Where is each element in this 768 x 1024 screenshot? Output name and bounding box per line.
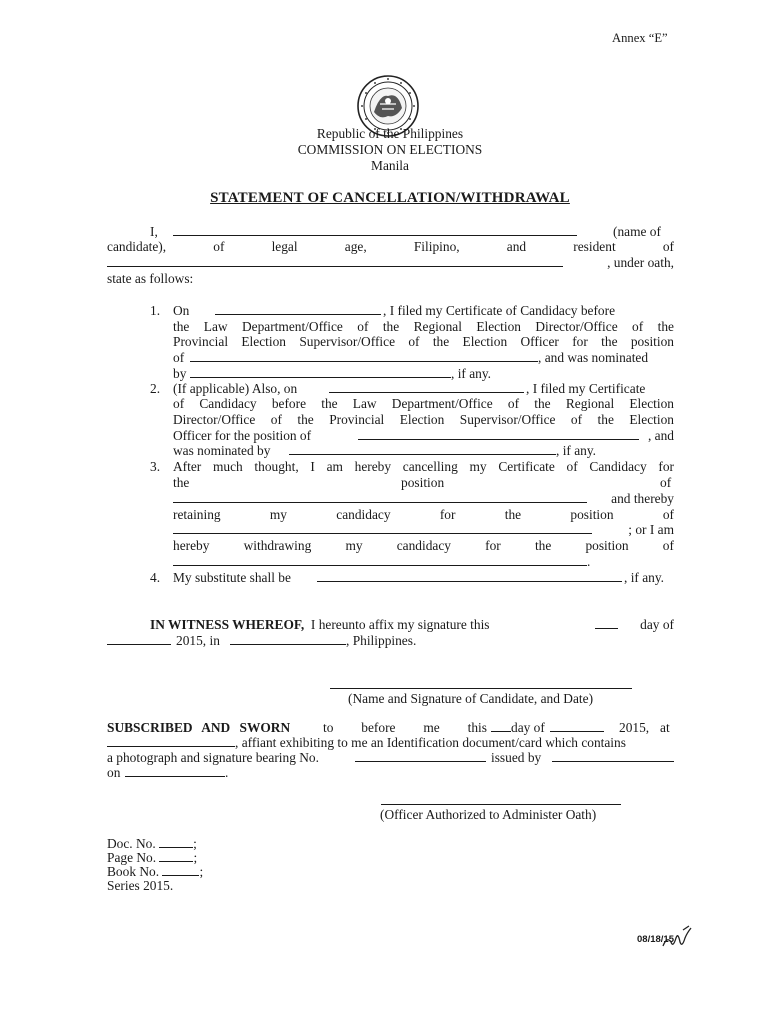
initials-signature-icon — [661, 924, 695, 950]
item3-of: of — [660, 475, 672, 490]
intro-i: I, — [150, 224, 158, 239]
series: Series 2015. — [107, 878, 174, 893]
item1-on: On — [173, 303, 190, 318]
item3-or-i-am: ; or I am — [628, 522, 674, 537]
subscribed-day-line[interactable] — [491, 720, 511, 732]
item3-line1: After much thought, I am hereby cancelling my Certificate of Candidacy for — [173, 459, 674, 474]
subscribed-month-line[interactable] — [550, 720, 604, 732]
second-position-line[interactable] — [358, 428, 639, 440]
intro-row2: candidate), of legal age, Filipino, and resident of — [107, 239, 674, 254]
page-no: Page No. ; — [107, 850, 198, 865]
witness-place-line[interactable] — [230, 633, 346, 645]
item2-line3: Director/Office of the Provincial Election Supervisor/Office of the Election — [173, 412, 674, 427]
item3-retaining: retaining my candidacy for the position of — [173, 507, 674, 522]
item3-and-thereby: and thereby — [611, 491, 674, 506]
subscribed-on: on — [107, 765, 121, 780]
witness-month-line[interactable] — [107, 633, 171, 645]
subscribed-period: . — [225, 765, 229, 780]
item1-of: of — [173, 350, 185, 365]
cancel-position-line[interactable] — [173, 491, 587, 503]
item2-line2: of Candidacy before the Law Department/Office of the Regional Election — [173, 396, 674, 411]
doc-no-line[interactable] — [159, 836, 193, 848]
item1-by: by — [173, 366, 187, 381]
retain-position-line[interactable] — [173, 522, 592, 534]
header-commission: COMMISSION ON ELECTIONS — [297, 142, 483, 157]
withdraw-position-line[interactable] — [173, 554, 587, 566]
candidate-signature-line[interactable] — [330, 680, 632, 689]
name-line[interactable] — [173, 224, 577, 236]
second-nominated-by-line[interactable] — [289, 443, 556, 455]
witness-day-line[interactable] — [595, 617, 618, 629]
item2-line4: Officer for the position of — [173, 428, 312, 443]
item2-also: (If applicable) Also, on — [173, 381, 298, 396]
item-number-1: 1. — [150, 303, 161, 318]
witness-2015-in: 2015, in — [176, 633, 220, 648]
item3-withdrawing: hereby withdrawing my candidacy for the position of — [173, 538, 674, 553]
issued-date-line[interactable] — [125, 765, 225, 777]
book-no-line[interactable] — [162, 864, 199, 876]
officer-signature-line[interactable] — [381, 796, 621, 805]
subscribed-issued-by: issued by — [491, 750, 542, 765]
officer-label: (Officer Authorized to Administer Oath) — [380, 807, 597, 822]
witness-line1: IN WITNESS WHEREOF, I hereunto affix my signature this — [150, 617, 490, 632]
subscribed-day-of: day of — [511, 720, 545, 735]
nominated-by-line[interactable] — [190, 366, 451, 378]
residence-line[interactable] — [107, 255, 563, 267]
subscribed-2015: 2015, — [619, 720, 650, 735]
substitute-line[interactable] — [317, 570, 622, 582]
item2-and: , and — [647, 428, 674, 443]
item1-filed: , I filed my Certificate of Candidacy before — [383, 303, 616, 318]
intro-name-of: (name of — [613, 224, 661, 239]
footer-date: 08/18/15 — [637, 934, 674, 945]
item1-nominated: , and was nominated — [538, 350, 649, 365]
subscribed-photo: a photograph and signature bearing No. — [107, 750, 319, 765]
item-number-2: 2. — [150, 381, 161, 396]
book-no: Book No. ; — [107, 864, 204, 879]
position-line[interactable] — [190, 350, 538, 362]
doc-no: Doc. No. ; — [107, 836, 197, 851]
item3-period: . — [587, 554, 591, 569]
id-number-line[interactable] — [355, 750, 486, 762]
subscribed-affiant: , affiant exhibiting to me an Identification document/card which contains — [235, 735, 626, 750]
header-manila: Manila — [371, 158, 409, 173]
filing-date-line[interactable] — [215, 303, 381, 315]
subscribed-place-line[interactable] — [107, 735, 235, 747]
annex-label: Annex “E” — [612, 31, 668, 45]
item4-substitute: My substitute shall be — [173, 570, 291, 585]
witness-day-of: day of — [640, 617, 674, 632]
page-title: STATEMENT OF CANCELLATION/WITHDRAWAL — [210, 190, 570, 206]
second-filing-date-line[interactable] — [329, 381, 524, 393]
intro-under-oath: , under oath, — [607, 255, 674, 270]
item4-if-any: , if any. — [624, 570, 665, 585]
page-no-line[interactable] — [159, 850, 193, 862]
item2-if-any: , if any. — [556, 443, 597, 458]
item1-if-any: , if any. — [451, 366, 492, 381]
issued-by-line[interactable] — [552, 750, 674, 762]
item3-the: the — [173, 475, 190, 490]
item-number-3: 3. — [150, 459, 161, 474]
intro-state: state as follows: — [107, 271, 194, 286]
subscribed-bold: SUBSCRIBED AND SWORN — [107, 720, 291, 735]
item1-line3: Provincial Election Supervisor/Office of the Election Officer for the position — [173, 334, 674, 349]
witness-philippines: , Philippines. — [346, 633, 417, 648]
item2-filed: , I filed my Certificate — [526, 381, 646, 396]
item2-nominated: was nominated by — [173, 443, 271, 458]
item3-position: position — [401, 475, 445, 490]
item-number-4: 4. — [150, 570, 161, 585]
subscribed-at: at — [660, 720, 670, 735]
subscribed-words: to before me this — [323, 720, 487, 735]
candidate-signature-label: (Name and Signature of Candidate, and Date) — [348, 691, 594, 706]
item1-line2: the Law Department/Office of the Regional Election Director/Office of the — [173, 319, 674, 334]
header-republic: Republic of the Philippines — [316, 126, 464, 141]
